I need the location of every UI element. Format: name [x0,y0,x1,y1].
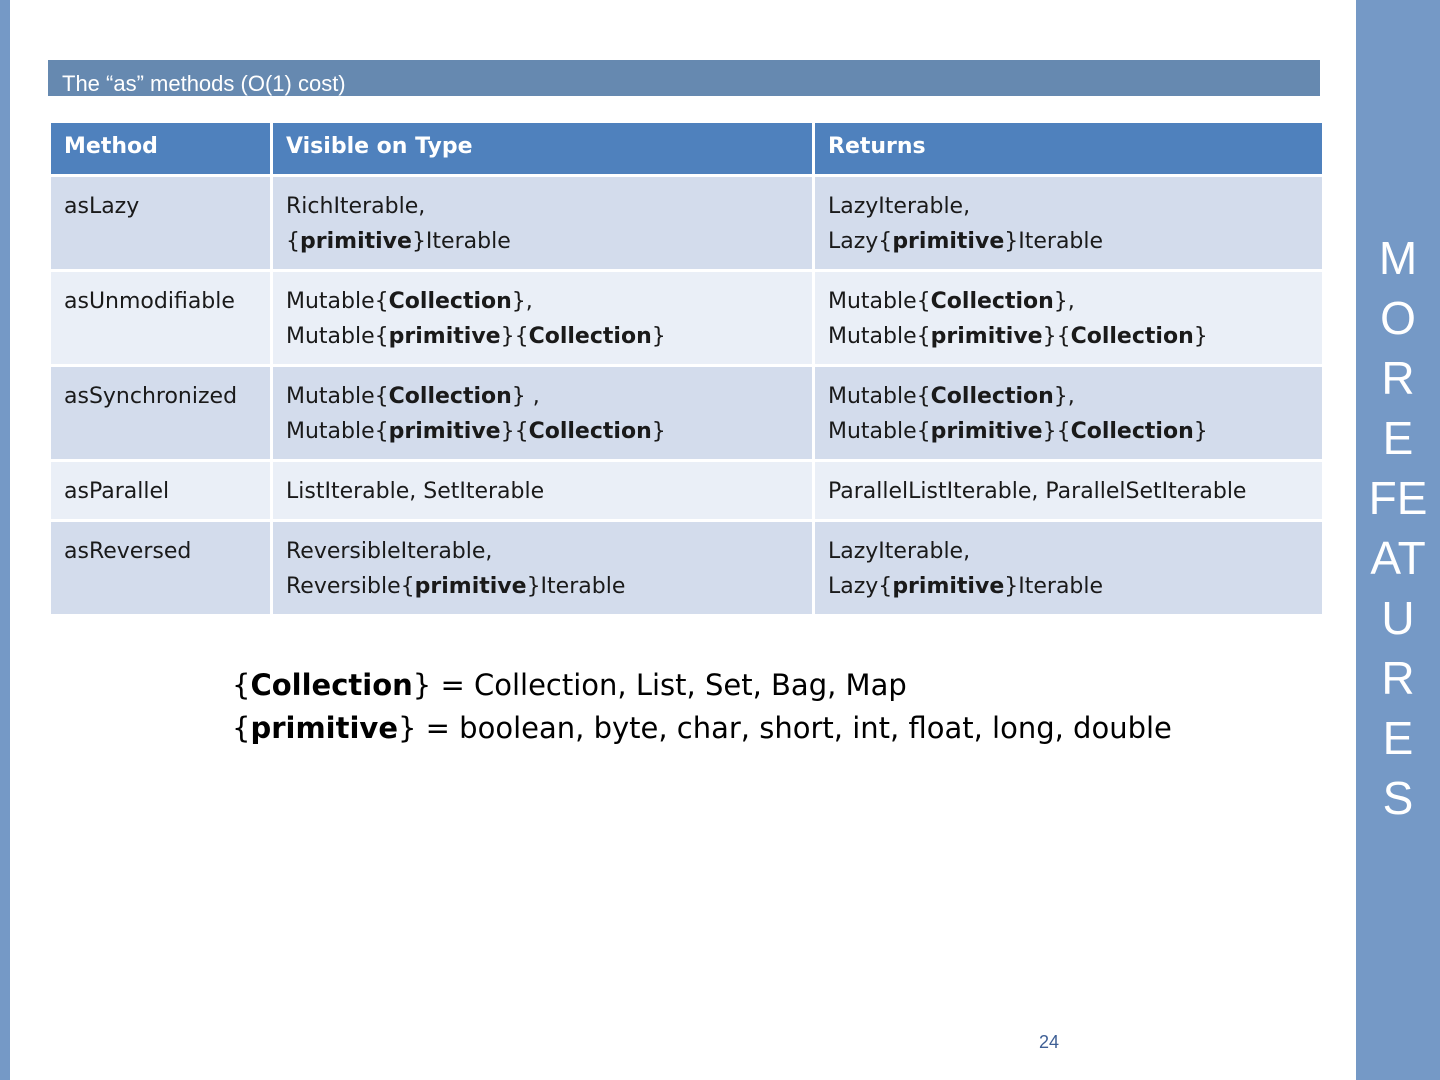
returns-cell [814,366,1324,461]
returns-cell [814,271,1324,366]
section-title-bar [48,60,1320,96]
visible-on-type-cell [272,366,814,461]
bold-segment: Collection [930,384,1054,409]
bold-segment: Collection [930,289,1054,314]
cell-line [286,569,800,604]
method-cell: asParallel [50,461,272,521]
text-segment: ReversibleIterable, [286,539,493,564]
cell-line [286,474,800,509]
cell-line [286,379,800,414]
text-segment: Mutable{ [286,289,389,314]
method-cell: asReversed [50,521,272,616]
cell-line [828,534,1310,569]
cell-line [828,569,1310,604]
side-title-letter: S [1382,772,1414,824]
text-segment: Reversible{ [286,574,415,599]
cell-line [828,284,1310,319]
visible-on-type-cell [272,521,814,616]
side-title-letter: M [1378,232,1418,284]
legend-line [232,664,1172,707]
text-segment: }{ [1042,419,1071,444]
header-returns: Returns [814,122,1324,176]
text-segment: Lazy{ [828,229,893,254]
side-title-letter: E [1382,412,1414,464]
text-segment: }, [1053,289,1075,314]
bold-segment: Collection [388,384,512,409]
cell-line [828,414,1310,449]
side-title-letter: O [1380,292,1416,344]
text-segment: } [651,324,666,349]
text-segment: Mutable{ [828,324,931,349]
method-cell: asUnmodifiable [50,271,272,366]
side-title-letter: AT [1370,532,1426,584]
bold-segment: primitive [388,419,501,444]
section-title: The “as” methods (O(1) cost) [62,71,346,96]
left-accent-stripe [0,0,10,1080]
bold-segment: primitive [892,229,1005,254]
bold-segment: Collection [250,668,413,702]
cell-line [286,414,800,449]
text-segment: }{ [500,324,529,349]
table-row [50,271,1324,366]
side-title-letter: E [1382,712,1414,764]
text-segment: } [1193,324,1208,349]
text-segment: Mutable{ [828,289,931,314]
side-title-letter: R [1381,652,1415,704]
table-row [50,366,1324,461]
bold-segment: Collection [1070,419,1194,444]
bold-segment: primitive [930,324,1043,349]
cell-line [286,284,800,319]
header-visible-on-type: Visible on Type [272,122,814,176]
cell-line [828,474,1310,509]
text-segment: Mutable{ [828,419,931,444]
text-segment: } , [511,384,540,409]
text-segment: LazyIterable, [828,539,971,564]
text-segment: }Iterable [526,574,626,599]
bold-segment: primitive [300,229,412,254]
text-segment: RichIterable, [286,194,426,219]
legend-line [232,707,1172,750]
bold-segment: Collection [388,289,512,314]
text-segment: }Iterable [411,229,511,254]
table-header-row [50,122,1324,176]
text-segment: { [286,229,300,254]
text-segment: LazyIterable, [828,194,971,219]
bold-segment: Collection [528,419,652,444]
definitions-legend [232,664,1172,750]
method-cell: asSynchronized [50,366,272,461]
cell-line [828,224,1310,259]
visible-on-type-cell [272,461,814,521]
side-title-letter: FE [1368,472,1428,524]
bold-segment: Collection [528,324,652,349]
text-segment: Mutable{ [286,384,389,409]
text-segment: }Iterable [1004,574,1104,599]
returns-cell [814,176,1324,271]
cell-line [286,319,800,354]
text-segment: }{ [1042,324,1071,349]
cell-line [286,534,800,569]
cell-line [828,319,1310,354]
bold-segment: primitive [892,574,1005,599]
text-segment: } = Collection, List, Set, Bag, Map [412,668,907,702]
side-title-letter: U [1381,592,1415,644]
text-segment: ParallelListIterable, ParallelSetIterable [828,479,1247,504]
bold-segment: primitive [250,711,398,745]
table-row [50,461,1324,521]
side-title-letter: R [1381,352,1415,404]
returns-cell [814,521,1324,616]
text-segment: Mutable{ [286,419,389,444]
text-segment: } = boolean, byte, char, short, int, float, long, double [398,711,1172,745]
text-segment: } [651,419,666,444]
text-segment: }Iterable [1004,229,1104,254]
methods-table [48,120,1325,617]
text-segment: }{ [500,419,529,444]
page-number: 24 [1038,1032,1060,1052]
text-segment: ListIterable, SetIterable [286,479,545,504]
text-segment: { [232,668,251,702]
returns-cell [814,461,1324,521]
side-title [1356,228,1440,828]
text-segment: Lazy{ [828,574,893,599]
table-row [50,176,1324,271]
text-segment: } [1193,419,1208,444]
bold-segment: primitive [388,324,501,349]
text-segment: Mutable{ [828,384,931,409]
visible-on-type-cell [272,271,814,366]
cell-line [828,189,1310,224]
method-cell: asLazy [50,176,272,271]
bold-segment: Collection [1070,324,1194,349]
text-segment: }, [511,289,533,314]
bold-segment: primitive [930,419,1043,444]
text-segment: { [232,711,251,745]
table-body [50,176,1324,616]
visible-on-type-cell [272,176,814,271]
table-row [50,521,1324,616]
text-segment: }, [1053,384,1075,409]
cell-line [286,224,800,259]
cell-line [828,379,1310,414]
bold-segment: primitive [414,574,527,599]
header-method: Method [50,122,272,176]
text-segment: Mutable{ [286,324,389,349]
cell-line [286,189,800,224]
